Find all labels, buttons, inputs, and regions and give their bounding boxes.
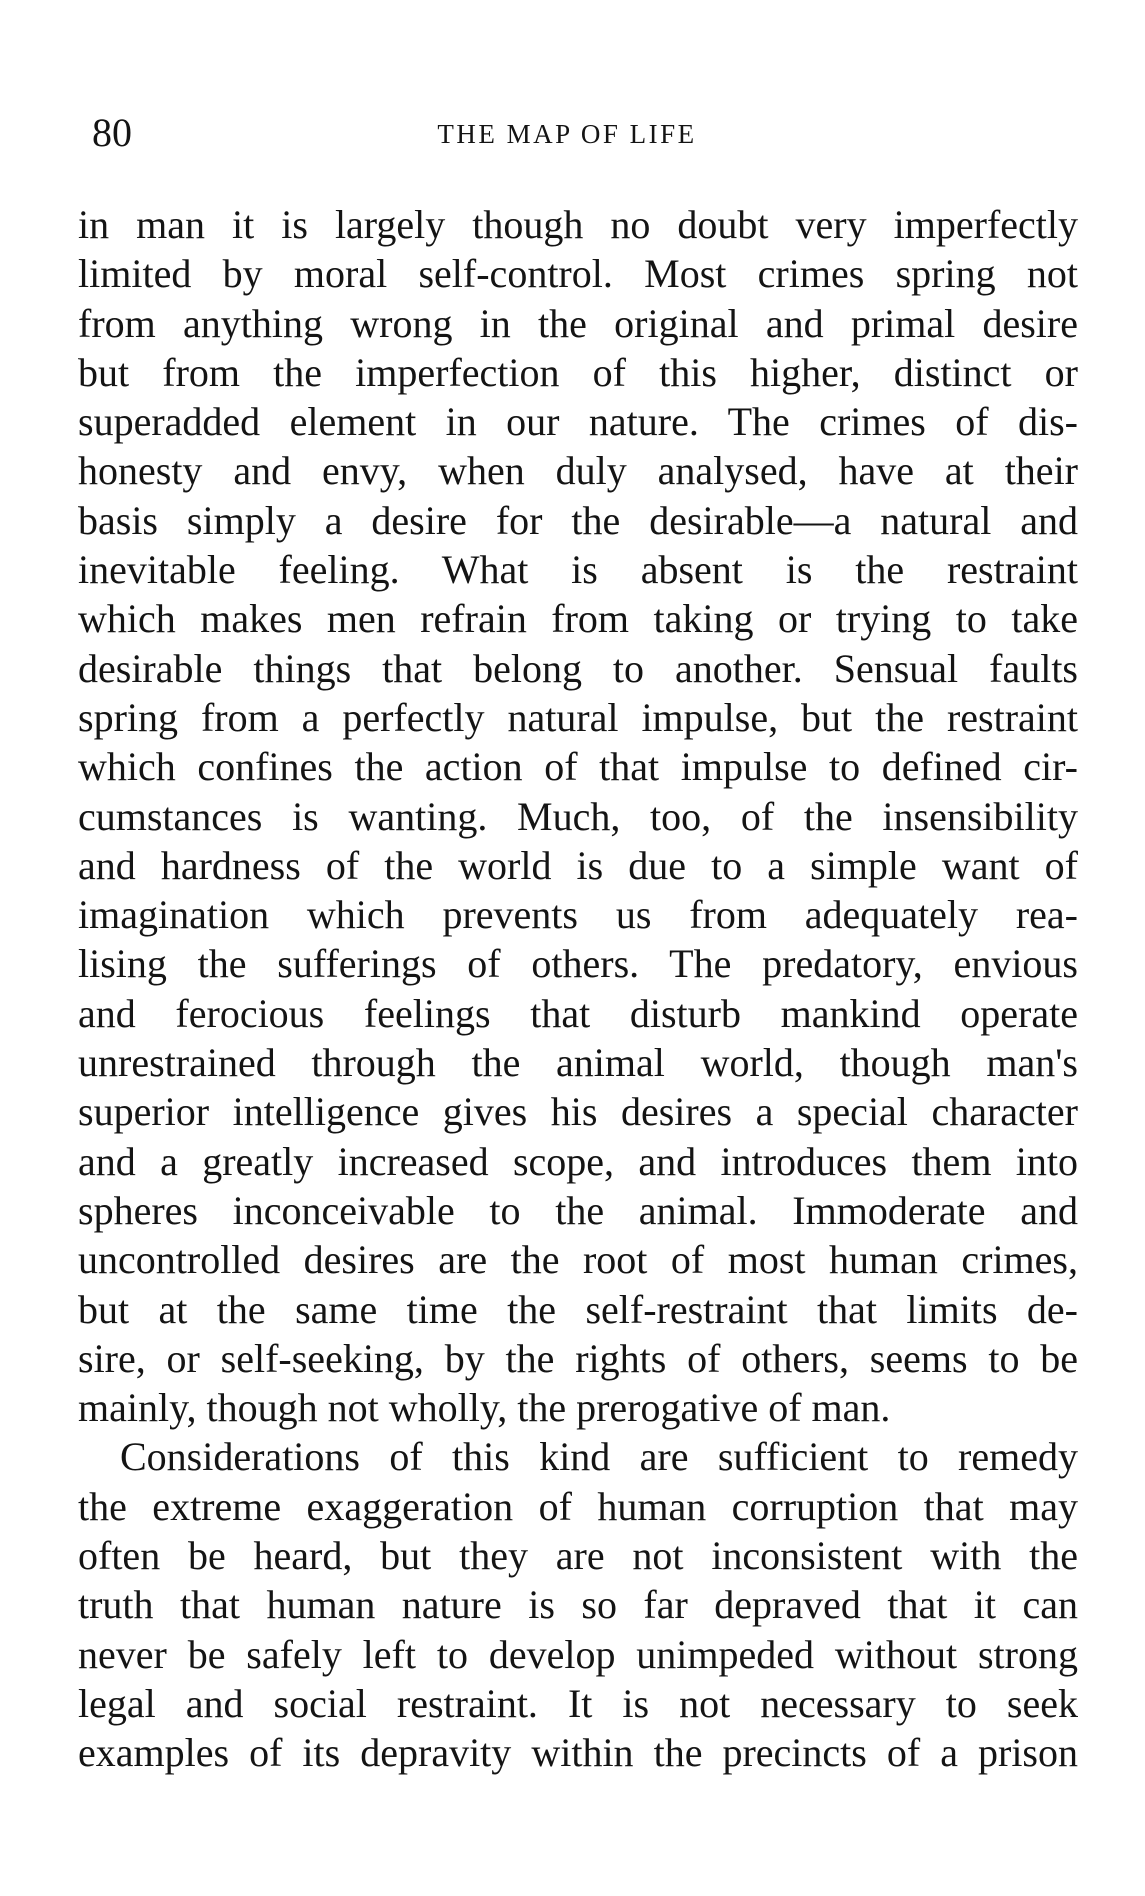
text-line: cumstances is wanting. Much, too, of the insensibility [78,793,1078,839]
text-line: in man it is largely though no doubt very imperfectly [78,202,1078,247]
paragraph-2 [78,1432,1078,1777]
running-title: THE MAP OF LIFE [437,119,697,149]
text-line: desirable things that belong to another. Sensual faults [78,645,1078,691]
text-line: which confines the action of that impulse to defined cir- [78,744,1078,790]
text-line: basis simply a desire for the desirable—a natural and [78,497,1078,543]
body-text [78,200,1078,1778]
text-line: spheres inconceivable to the animal. Immoderate and [78,1187,1078,1233]
text-line: uncontrolled desires are the root of most human crimes, [78,1237,1078,1283]
text-line: but at the same time the self-restraint that limits de- [78,1286,1078,1332]
text-line: spring from a perfectly natural impulse, but the restraint [78,694,1078,740]
text-line: superior intelligence gives his desires a special character [78,1089,1078,1135]
text-line: imagination which prevents us from adequately rea- [78,892,1078,938]
text-line: limited by moral self-control. Most crimes spring not [78,251,1078,297]
text-line: the extreme exaggeration of human corruption that may [78,1483,1078,1529]
text-line: sire, or self-seeking, by the rights of others, seems to be [78,1335,1078,1381]
text-line: inevitable feeling. What is absent is the restraint [78,547,1078,593]
text-line: lising the sufferings of others. The predatory, envious [78,941,1078,987]
text-line: honesty and envy, when duly analysed, have at their [78,448,1078,494]
text-line: and a greatly increased scope, and introduces them into [78,1138,1078,1184]
page-header [92,108,1042,158]
text-line: mainly, though not wholly, the prerogative of man. [78,1385,891,1431]
text-line: from anything wrong in the original and primal desire [78,300,1078,346]
text-line: and ferocious feelings that disturb mankind operate [78,990,1078,1036]
text-line: superadded element in our nature. The crimes of dis- [78,399,1078,445]
text-line: truth that human nature is so far depraved that it can [78,1582,1078,1628]
text-line: Considerations of this kind are sufficient to remedy [120,1434,1078,1480]
text-line: legal and social restraint. It is not necessary to seek [78,1680,1078,1726]
text-line: which makes men refrain from taking or trying to take [78,596,1078,642]
paragraph-1 [78,200,1078,1432]
text-line: examples of its depravity within the precincts of a prison [78,1730,1078,1776]
text-line: unrestrained through the animal world, though man's [78,1040,1078,1086]
text-line: often be heard, but they are not inconsistent with the [78,1533,1078,1579]
text-line: and hardness of the world is due to a simple want of [78,842,1078,888]
page-number: 80 [92,110,132,155]
text-line: never be safely left to develop unimpeded without strong [78,1631,1078,1677]
text-line: but from the imperfection of this higher, distinct or [78,349,1078,395]
